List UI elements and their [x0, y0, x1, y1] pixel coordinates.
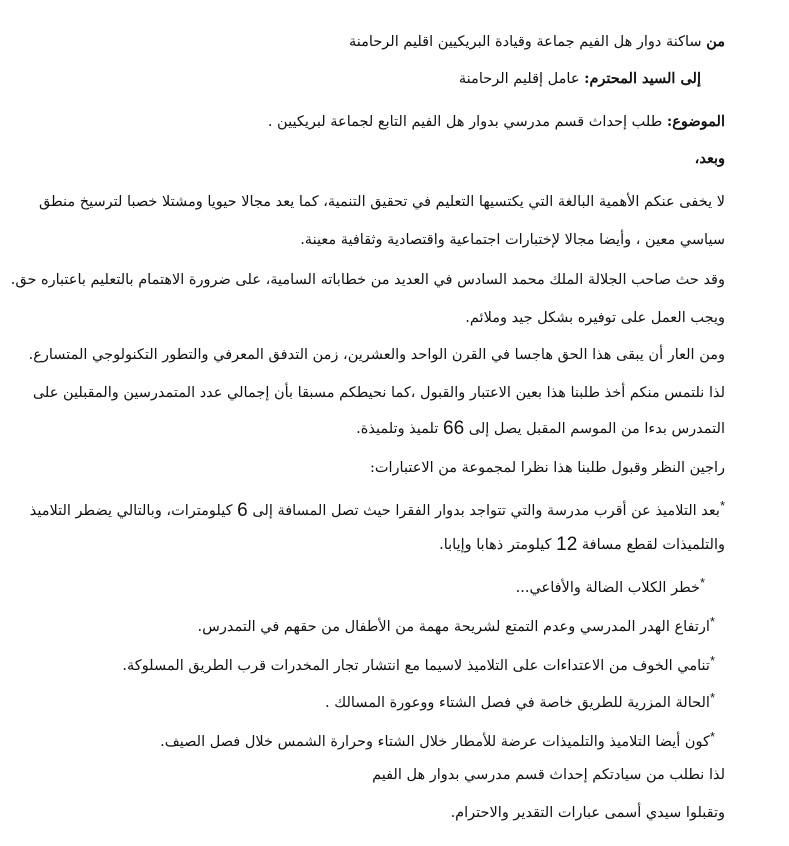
paragraph-1-line-1: لا يخفى عنكم الأهمية البالغة التي يكتسيها التعليم في تحقيق التنمية، كما يعد مجالا حيويا ومشتلا خصبا لترسيخ منطق	[39, 194, 725, 210]
paragraph-2-line-2: ويجب العمل على توفيره بشكل جيد وملائم.	[465, 310, 725, 326]
students-text-after: تلميذ وتلميذة.	[356, 421, 439, 437]
subject-line	[268, 112, 725, 132]
bullet-star: *	[699, 575, 705, 590]
reason-1-text-before: بعد التلاميذ عن أقرب مدرسة والتي تتواجد بدوار الفقرا حيث تصل المسافة إلى	[252, 503, 720, 519]
closing-salutation: وتقبلوا سيدي أسمى عبارات التقدير والاحترام.	[450, 805, 725, 821]
bullet-star: *	[719, 498, 725, 513]
bullet-star: *	[709, 614, 715, 629]
reason-6	[160, 727, 715, 752]
round-trip-km: 12	[556, 534, 578, 555]
reason-1-line-2	[439, 535, 725, 555]
reason-1-text-after: كيلومترات، وبالتالي يضطر التلاميذ	[29, 503, 233, 519]
recipient-text: عامل إقليم الرحامنة	[458, 71, 580, 87]
students-text-before: التمدرس بدءا من الموسم المقبل يصل إلى	[468, 421, 725, 437]
reason-1-line-2-after: كيلومتر ذهابا وإيابا.	[439, 537, 552, 553]
reason-6-text: كون أيضا التلاميذ والتلميذات عرضة للأمطار خلال الشتاء وحرارة الشمس خلال فصل الصيف.	[160, 734, 710, 750]
closing-request: لذا نطلب من سيادتكم إحداث قسم مدرسي بدوار هل الفيم	[372, 767, 725, 783]
reason-1-line-2-before: والتلميذات لقطع مسافة	[581, 537, 725, 553]
reason-1-line-1	[29, 496, 725, 521]
reason-5-text: الحالة المزرية للطريق خاصة في فصل الشتاء ووعورة المسالك .	[325, 695, 710, 711]
paragraph-4-line-1: لذا نلتمس منكم أخذ طلبنا هذا بعين الاعتبار والقبول ،كما نحيطكم مسبقا بأن إجمالي عدد المتمدرسين والمقبلين على	[32, 385, 725, 401]
sender-label: من	[706, 33, 725, 50]
sender-line	[349, 32, 725, 52]
recipient-label: إلى السيد المحترم:	[584, 70, 701, 87]
bullet-star: *	[709, 653, 715, 668]
students-count: 66	[443, 418, 465, 439]
paragraph-2-line-1: وقد حث صاحب الجلالة الملك محمد السادس في العديد من خطاباته السامية، على ضرورة الاهتمام بالتعليم باعتباره حق.	[10, 272, 725, 288]
bullet-star: *	[709, 690, 715, 705]
paragraph-5: راجين النظر وقبول طلبنا هذا نظرا لمجموعة من الاعتبارات:	[369, 460, 725, 476]
reason-2-text: خطر الكلاب الضالة والأفاعي...	[515, 580, 700, 596]
sender-text: ساكنة دوار هل الفيم جماعة وقيادة البريكيين اقليم الرحامنة	[349, 34, 702, 50]
paragraph-3: ومن العار أن يبقى هذا الحق هاجسا في القرن الواحد والعشرين، زمن التدفق المعرفي والتطور التكنولوجي المتسارع.	[28, 347, 725, 363]
reason-4-text: تنامي الخوف من الاعتداءات على التلاميذ لاسيما مع انتشار تجار المخدرات قرب الطريق المسلوكة.	[122, 658, 710, 674]
greeting: وبعد،	[694, 150, 725, 167]
bullet-star: *	[709, 729, 715, 744]
reason-4	[122, 651, 715, 676]
subject-label: الموضوع:	[666, 113, 725, 130]
reason-3-text: ارتفاع الهدر المدرسي وعدم التمتع لشريحة مهمة من الأطفال من حقهم في التمدرس.	[197, 619, 710, 635]
reason-5	[325, 688, 715, 713]
paragraph-4-line-2	[356, 419, 725, 439]
reason-3	[198, 612, 715, 637]
reason-2	[516, 573, 705, 598]
subject-text: طلب إحداث قسم مدرسي بدوار هل الفيم التابع لجماعة لبريكيين .	[267, 114, 663, 130]
paragraph-1-line-2: سياسي معين ، وأيضا مجالا لإختبارات اجتماعية واقتصادية وثقافية معينة.	[300, 232, 725, 248]
recipient-line	[459, 69, 701, 89]
distance-km: 6	[237, 500, 248, 521]
